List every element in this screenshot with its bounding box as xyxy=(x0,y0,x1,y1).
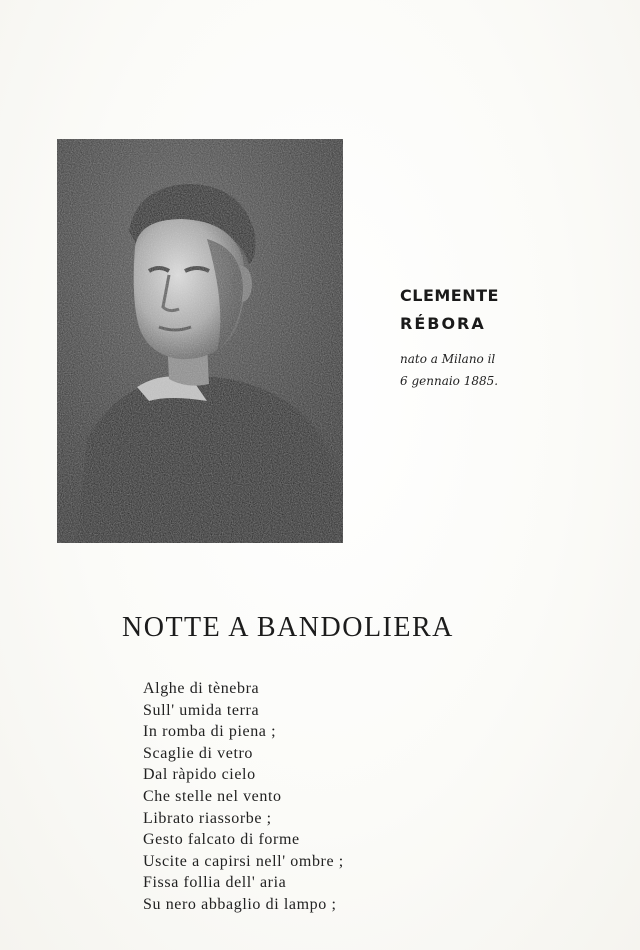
poem-line: Che stelle nel vento xyxy=(143,787,282,805)
poem-line: Scaglie di vetro xyxy=(143,744,254,762)
poem-line: Gesto falcato di forme xyxy=(143,831,300,849)
poem-text xyxy=(143,678,443,916)
author-birth-info xyxy=(400,348,600,392)
poem-line: Alghe di tènebra xyxy=(143,680,260,697)
author-first-name: CLEMENTE xyxy=(400,286,499,305)
poem-line: Fissa follia dell' aria xyxy=(143,874,287,892)
poem-line: Sull' umida terra xyxy=(143,701,260,719)
poem-line: In romba di piena ; xyxy=(143,723,277,741)
birth-line-2: 6 gennaio 1885. xyxy=(400,374,499,388)
author-last-name: RÉBORA xyxy=(400,314,486,333)
poem-line: Uscite a capirsi nell' ombre ; xyxy=(143,852,344,870)
poem-line: Librato riassorbe ; xyxy=(143,809,272,827)
poem-line: Su nero abbaglio di lampo ; xyxy=(143,895,337,913)
poem-title: NOTTE A BANDOLIERA xyxy=(122,612,454,643)
poem-line: Dal ràpido cielo xyxy=(143,766,256,784)
author-caption xyxy=(400,286,600,392)
birth-line-1: nato a Milano il xyxy=(400,352,496,366)
author-portrait-photo xyxy=(57,139,343,543)
